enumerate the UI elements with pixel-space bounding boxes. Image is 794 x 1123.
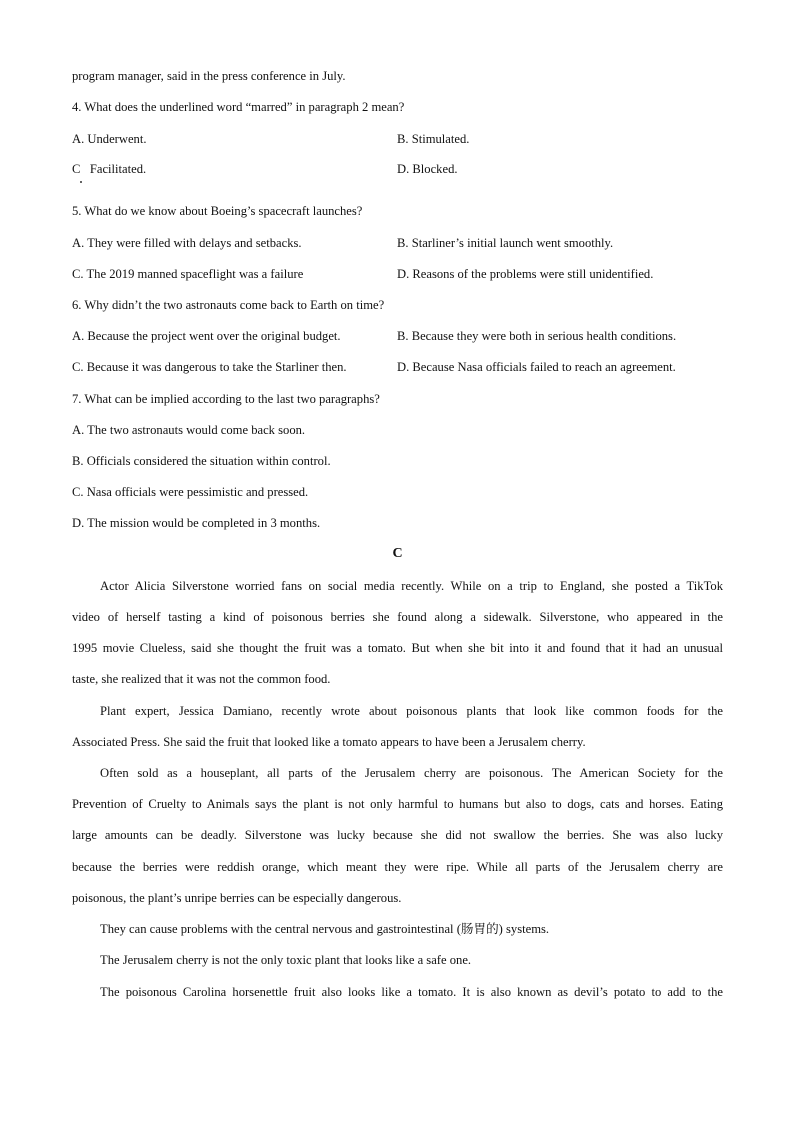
- question-6-option-c: C. Because it was dangerous to take the Starliner then.: [72, 360, 347, 374]
- question-5-option-b: B. Starliner’s initial launch went smoothly.: [397, 236, 614, 250]
- section-c-line: They can cause problems with the central nervous and gastrointestinal (肠胃的) systems.: [100, 922, 550, 936]
- question-5-stem: 5. What do we know about Boeing’s spacecraft launches?: [72, 204, 363, 218]
- section-c-line: Often sold as a houseplant, all parts of the Jerusalem cherry are poisonous. The American Society for the: [100, 766, 723, 780]
- section-c-line: taste, she realized that it was not the common food.: [72, 672, 331, 686]
- stray-dot: [80, 181, 82, 183]
- question-6-option-d: D. Because Nasa officials failed to reach an agreement.: [397, 360, 676, 374]
- section-c-heading: C: [392, 546, 403, 561]
- question-7-option-b: B. Officials considered the situation within control.: [72, 454, 331, 468]
- passage-b-tail: program manager, said in the press conference in July.: [72, 69, 346, 83]
- question-6-option-a: A. Because the project went over the original budget.: [72, 329, 341, 343]
- question-7-stem: 7. What can be implied according to the last two paragraphs?: [72, 392, 380, 406]
- question-6-stem: 6. Why didn’t the two astronauts come back to Earth on time?: [72, 298, 385, 312]
- section-c-line: because the berries were reddish orange, which meant they were ripe. While all parts of the Jerusalem cherry are: [72, 860, 723, 874]
- section-c-line: video of herself tasting a kind of poisonous berries she found along a sidewalk. Silverstone, who appeared in the: [72, 610, 723, 624]
- section-c-line: Associated Press. She said the fruit that looked like a tomato appears to have been a Jerusalem cherry.: [72, 735, 586, 749]
- section-c-line: Prevention of Cruelty to Animals says the plant is not only harmful to humans but also to dogs, cats and horses. Eating: [72, 797, 723, 811]
- question-7-option-a: A. The two astronauts would come back soon.: [72, 423, 306, 437]
- question-4-option-a: A. Underwent.: [72, 132, 147, 146]
- section-c-line: Plant expert, Jessica Damiano, recently wrote about poisonous plants that look like common foods for the: [100, 704, 723, 718]
- section-c-line: poisonous, the plant’s unripe berries can be especially dangerous.: [72, 891, 402, 905]
- question-4-option-d: D. Blocked.: [397, 162, 458, 176]
- question-4-stem: 4. What does the underlined word “marred” in paragraph 2 mean?: [72, 100, 405, 114]
- question-7-option-d: D. The mission would be completed in 3 months.: [72, 516, 321, 530]
- section-c-line: The poisonous Carolina horsenettle fruit also looks like a tomato. It is also known as devil’s potato to add to the: [100, 985, 723, 999]
- section-c-line: 1995 movie Clueless, said she thought the fruit was a tomato. But when she bit into it and found that it had an unusual: [72, 641, 723, 655]
- section-c-line: The Jerusalem cherry is not the only toxic plant that looks like a safe one.: [100, 953, 472, 967]
- question-5-option-d: D. Reasons of the problems were still unidentified.: [397, 267, 654, 281]
- question-4-option-b: B. Stimulated.: [397, 132, 470, 146]
- question-5-option-c: C. The 2019 manned spaceflight was a failure: [72, 267, 304, 281]
- question-7-option-c: C. Nasa officials were pessimistic and pressed.: [72, 485, 309, 499]
- question-5-option-a: A. They were filled with delays and setbacks.: [72, 236, 302, 250]
- section-c-line: Actor Alicia Silverstone worried fans on social media recently. While on a trip to England, she posted a TikTok: [100, 579, 723, 593]
- question-6-option-b: B. Because they were both in serious health conditions.: [397, 329, 677, 343]
- section-c-line: large amounts can be deadly. Silverstone was lucky because she did not swallow the berries. She was also lucky: [72, 828, 723, 842]
- question-4-option-c: C Facilitated.: [72, 162, 147, 176]
